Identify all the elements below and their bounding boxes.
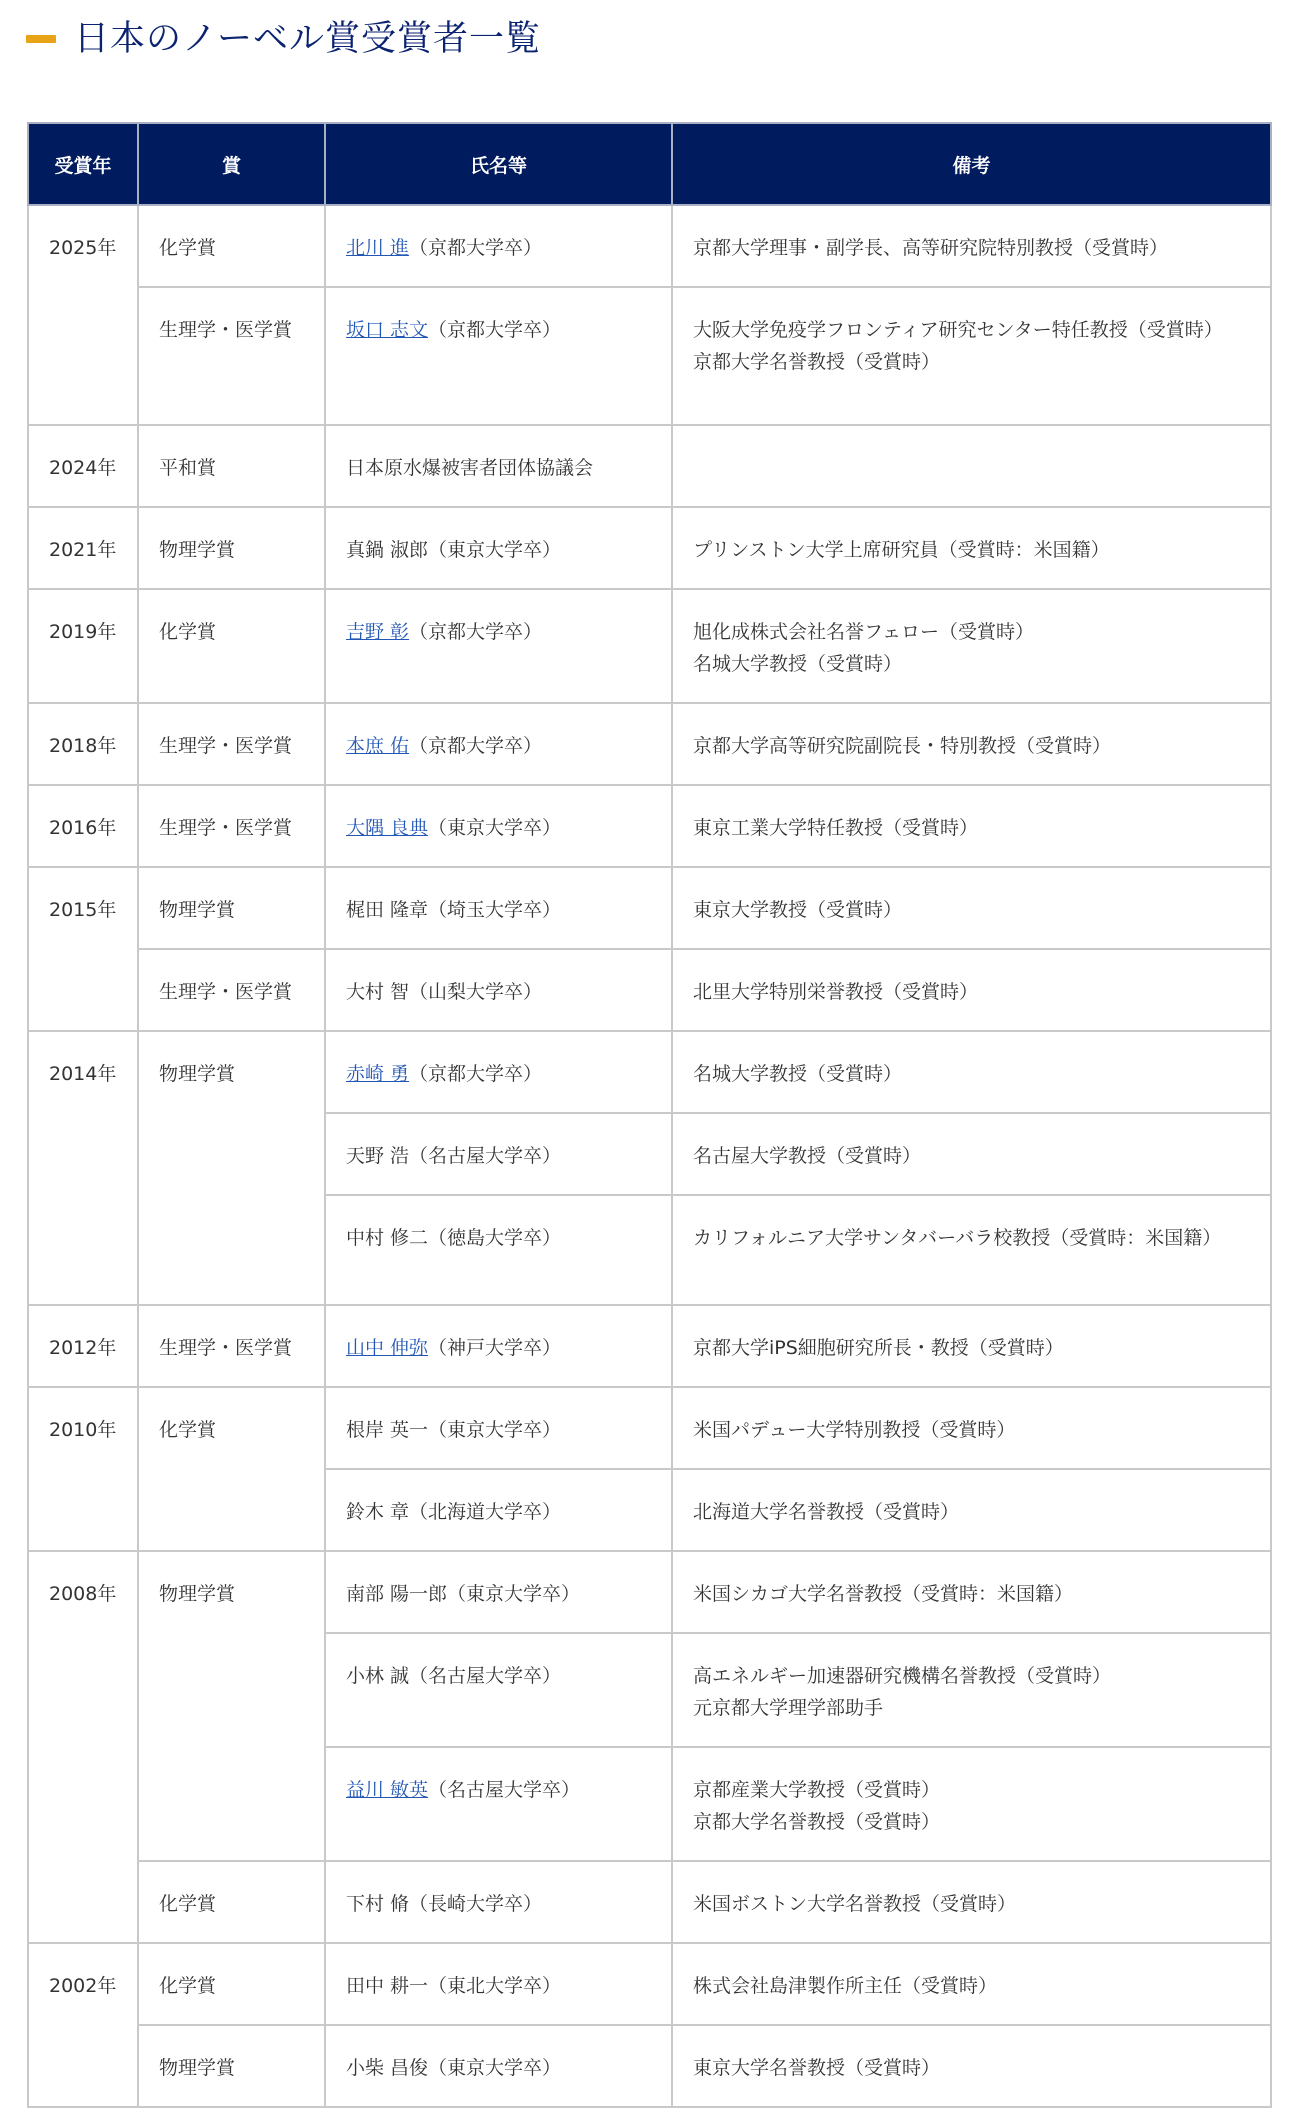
laureate-name: 梶田 隆章 [346, 899, 429, 921]
table-row [28, 2025, 1271, 2107]
table-row [28, 1551, 1271, 1633]
name-cell [325, 589, 672, 703]
school-text: （東京大学卒） [428, 539, 562, 561]
prize-cell: 化学賞 [138, 589, 325, 703]
school-text: （京都大学卒） [428, 319, 562, 341]
name-cell [325, 1943, 672, 2025]
school-text: （埼玉大学卒） [428, 899, 562, 921]
school-text: （京都大学卒） [409, 1063, 543, 1085]
note-line: 京都大学名誉教授（受賞時） [693, 351, 941, 373]
prize-cell: 生理学・医学賞 [138, 1305, 325, 1387]
name-cell [325, 1113, 672, 1195]
school-text: （山梨大学卒） [409, 981, 543, 1003]
prize-cell: 平和賞 [138, 425, 325, 507]
laureate-name: 根岸 英一 [346, 1419, 429, 1441]
name-cell [325, 1469, 672, 1551]
nobel-laureates-table [27, 122, 1272, 2108]
note-cell [672, 1387, 1271, 1469]
school-text: （名古屋大学卒） [409, 1665, 562, 1687]
note-cell [672, 867, 1271, 949]
name-cell [325, 2025, 672, 2107]
table-row [28, 867, 1271, 949]
table-row [28, 589, 1271, 703]
name-cell [325, 425, 672, 507]
note-line: 北海道大学名誉教授（受賞時） [693, 1501, 960, 1523]
note-line: 東京大学教授（受賞時） [693, 899, 903, 921]
note-cell [672, 785, 1271, 867]
laureate-link[interactable]: 本庶 佑 [346, 735, 410, 757]
header-year: 受賞年 [28, 123, 138, 205]
school-text: （京都大学卒） [409, 735, 543, 757]
note-cell [672, 1305, 1271, 1387]
laureate-name: 下村 脩 [346, 1893, 410, 1915]
note-line: 旭化成株式会社名誉フェロー（受賞時） [693, 621, 1035, 643]
note-cell [672, 1633, 1271, 1747]
table-row [28, 205, 1271, 287]
page-title: 日本のノーベル賞受賞者一覧 [74, 19, 541, 59]
name-cell [325, 1747, 672, 1861]
table-row [28, 425, 1271, 507]
prize-cell: 物理学賞 [138, 1551, 325, 1861]
note-cell [672, 1551, 1271, 1633]
name-cell [325, 867, 672, 949]
table-row [28, 507, 1271, 589]
note-cell [672, 2025, 1271, 2107]
page-heading [26, 14, 541, 64]
note-line: 名城大学教授（受賞時） [693, 653, 903, 675]
table-row [28, 949, 1271, 1031]
prize-cell: 生理学・医学賞 [138, 949, 325, 1031]
school-text: （名古屋大学卒） [428, 1779, 581, 1801]
note-cell [672, 1469, 1271, 1551]
note-line: 高エネルギー加速器研究機構名誉教授（受賞時） [693, 1665, 1112, 1687]
year-cell: 2002年 [28, 1943, 138, 2107]
heading-accent-bar [26, 35, 56, 43]
table-row [28, 287, 1271, 425]
note-line: 東京大学名誉教授（受賞時） [693, 2057, 941, 2079]
year-cell: 2018年 [28, 703, 138, 785]
note-line: 京都大学名誉教授（受賞時） [693, 1811, 941, 1833]
table-row [28, 1387, 1271, 1469]
laureate-name: 中村 修二 [346, 1227, 429, 1249]
table-row [28, 1305, 1271, 1387]
laureate-name: 鈴木 章 [346, 1501, 410, 1523]
name-cell [325, 287, 672, 425]
note-cell [672, 1113, 1271, 1195]
laureate-link[interactable]: 益川 敏英 [346, 1779, 429, 1801]
laureate-link[interactable]: 山中 伸弥 [346, 1337, 429, 1359]
header-name: 氏名等 [325, 123, 672, 205]
prize-cell: 化学賞 [138, 1387, 325, 1551]
name-cell [325, 507, 672, 589]
name-cell [325, 785, 672, 867]
school-text: （東京大学卒） [428, 817, 562, 839]
note-cell [672, 425, 1271, 507]
prize-cell: 物理学賞 [138, 1031, 325, 1305]
note-cell [672, 1031, 1271, 1113]
name-cell [325, 1305, 672, 1387]
school-text: （名古屋大学卒） [409, 1145, 562, 1167]
year-cell: 2021年 [28, 507, 138, 589]
note-line: プリンストン大学上席研究員（受賞時：米国籍） [693, 539, 1110, 561]
table-row [28, 785, 1271, 867]
note-line: 京都大学iPS細胞研究所長・教授（受賞時） [693, 1337, 1064, 1359]
year-cell: 2014年 [28, 1031, 138, 1305]
prize-cell: 生理学・医学賞 [138, 287, 325, 425]
note-cell [672, 287, 1271, 425]
note-cell [672, 1861, 1271, 1943]
name-cell [325, 1387, 672, 1469]
note-cell [672, 1943, 1271, 2025]
table-row [28, 1943, 1271, 2025]
name-cell [325, 1031, 672, 1113]
name-cell [325, 949, 672, 1031]
prize-cell: 生理学・医学賞 [138, 703, 325, 785]
note-line: カリフォルニア大学サンタバーバラ校教授（受賞時：米国籍） [693, 1227, 1222, 1249]
laureate-link[interactable]: 坂口 志文 [346, 319, 429, 341]
note-cell [672, 703, 1271, 785]
school-text: （東京大学卒） [428, 1419, 562, 1441]
laureate-name: 南部 陽一郎 [346, 1583, 448, 1605]
note-line: 株式会社島津製作所主任（受賞時） [693, 1975, 998, 1997]
prize-cell: 物理学賞 [138, 2025, 325, 2107]
school-text: （東京大学卒） [428, 2057, 562, 2079]
table-row [28, 703, 1271, 785]
prize-cell: 物理学賞 [138, 507, 325, 589]
note-line: 名古屋大学教授（受賞時） [693, 1145, 922, 1167]
header-prize: 賞 [138, 123, 325, 205]
note-line: 京都大学理事・副学長、高等研究院特別教授（受賞時） [693, 237, 1169, 259]
note-line: 元京都大学理学部助手 [693, 1697, 884, 1719]
laureate-name: 天野 浩 [346, 1145, 410, 1167]
note-cell [672, 1195, 1271, 1305]
year-cell: 2010年 [28, 1387, 138, 1551]
laureate-name: 大村 智 [346, 981, 410, 1003]
school-text: （北海道大学卒） [409, 1501, 562, 1523]
year-cell: 2019年 [28, 589, 138, 703]
year-cell: 2008年 [28, 1551, 138, 1943]
prize-cell: 生理学・医学賞 [138, 785, 325, 867]
name-cell [325, 205, 672, 287]
note-line: 名城大学教授（受賞時） [693, 1063, 903, 1085]
laureate-name: 小林 誠 [346, 1665, 410, 1687]
laureate-link[interactable]: 赤崎 勇 [346, 1063, 410, 1085]
year-cell: 2025年 [28, 205, 138, 425]
school-text: （京都大学卒） [409, 621, 543, 643]
year-cell: 2015年 [28, 867, 138, 1031]
note-cell [672, 205, 1271, 287]
prize-cell: 化学賞 [138, 1861, 325, 1943]
note-line: 北里大学特別栄誉教授（受賞時） [693, 981, 979, 1003]
note-cell [672, 507, 1271, 589]
header-notes: 備考 [672, 123, 1271, 205]
laureate-link[interactable]: 北川 進 [346, 237, 410, 259]
year-cell: 2024年 [28, 425, 138, 507]
school-text: （徳島大学卒） [428, 1227, 562, 1249]
laureate-link[interactable]: 吉野 彰 [346, 621, 410, 643]
name-cell [325, 1861, 672, 1943]
name-cell [325, 1195, 672, 1305]
note-line: 米国パデュー大学特別教授（受賞時） [693, 1419, 1016, 1441]
table-row [28, 1031, 1271, 1113]
note-line: 大阪大学免疫学フロンティア研究センター特任教授（受賞時） [693, 319, 1223, 341]
note-line: 米国シカゴ大学名誉教授（受賞時：米国籍） [693, 1583, 1074, 1605]
note-cell [672, 949, 1271, 1031]
laureate-name: 日本原水爆被害者団体協議会 [346, 457, 594, 479]
prize-cell: 化学賞 [138, 205, 325, 287]
name-cell [325, 703, 672, 785]
table-row [28, 1861, 1271, 1943]
school-text: （長崎大学卒） [409, 1893, 543, 1915]
table-header-row [28, 123, 1271, 205]
school-text: （神戸大学卒） [428, 1337, 562, 1359]
school-text: （東京大学卒） [447, 1583, 581, 1605]
school-text: （京都大学卒） [409, 237, 543, 259]
prize-cell: 物理学賞 [138, 867, 325, 949]
note-line: 米国ボストン大学名誉教授（受賞時） [693, 1893, 1017, 1915]
note-cell [672, 1747, 1271, 1861]
note-line: 京都大学高等研究院副院長・特別教授（受賞時） [693, 735, 1112, 757]
school-text: （東北大学卒） [428, 1975, 562, 1997]
laureate-link[interactable]: 大隅 良典 [346, 817, 429, 839]
note-line: 京都産業大学教授（受賞時） [693, 1779, 941, 1801]
laureate-name: 小柴 昌俊 [346, 2057, 429, 2079]
year-cell: 2012年 [28, 1305, 138, 1387]
note-cell [672, 589, 1271, 703]
prize-cell: 化学賞 [138, 1943, 325, 2025]
year-cell: 2016年 [28, 785, 138, 867]
laureate-name: 田中 耕一 [346, 1975, 429, 1997]
name-cell [325, 1633, 672, 1747]
laureate-name: 真鍋 淑郎 [346, 539, 429, 561]
name-cell [325, 1551, 672, 1633]
note-line: 東京工業大学特任教授（受賞時） [693, 817, 979, 839]
